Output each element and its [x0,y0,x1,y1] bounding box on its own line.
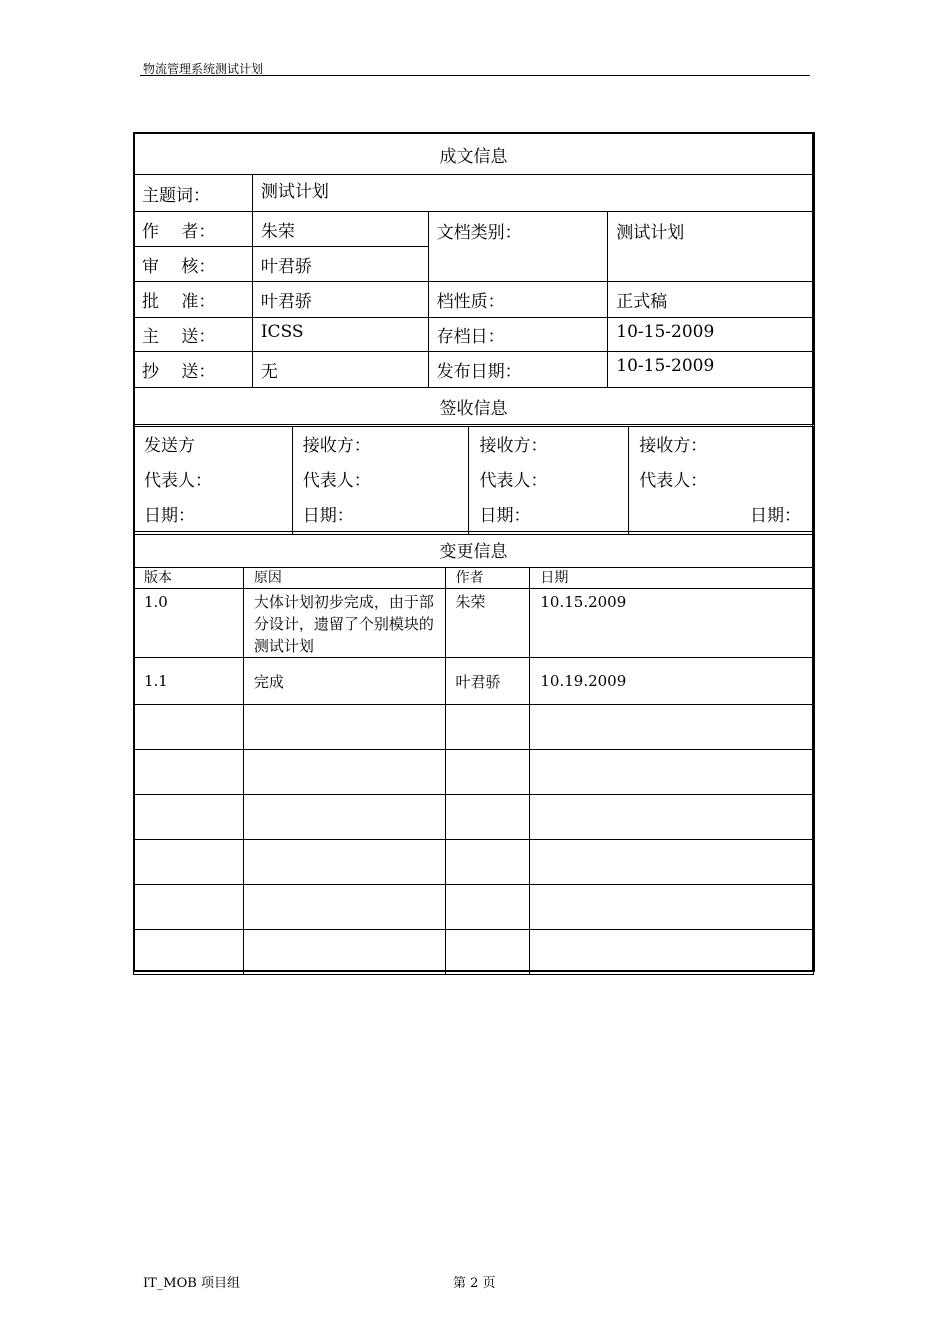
table-row-empty [134,795,814,840]
table-row-empty [134,885,814,930]
publish-label: 发布日期： [428,352,608,388]
author-value: 朱荣 [252,212,428,247]
receipt-column [629,427,814,535]
version-header: 版本 [134,568,244,589]
representative-label: 代表人： [302,471,371,491]
representative-label: 代表人： [144,471,212,491]
nature-value: 正式稿 [608,282,814,318]
receipt-info-table [133,426,814,535]
send-value: ICSS [252,318,428,352]
doc-info-title: 成文信息 [134,134,814,175]
table-row-empty [134,705,814,750]
send-label: 主 送： [134,318,253,352]
archive-date: 10-15-2009 [608,318,814,352]
reason-cell: 完成 [243,658,445,705]
subject-value: 测试计划 [252,175,813,212]
receipt-column [134,427,293,535]
date-label: 日期： [479,506,531,526]
change-info-table [133,531,814,975]
table-row [134,589,814,658]
cc-label: 抄 送： [134,352,253,388]
version-cell: 1.0 [134,589,244,658]
table-row-empty [134,750,814,795]
date-cell: 10.19.2009 [530,658,814,705]
header-title: 物流管理系统测试计划 [143,62,264,76]
receipt-info-title: 签收信息 [134,388,814,425]
header-rule [140,75,810,76]
sender-label: 发送方 [144,436,195,456]
footer-page-number: 第 2 页 [453,1276,496,1291]
author-label: 作 者： [134,212,253,247]
table-row-empty [134,930,814,975]
receipt-column [469,427,629,535]
reason-header: 原因 [243,568,445,589]
review-label: 审 核： [134,247,253,282]
footer-project: IT_MOB 项目组 [143,1276,240,1291]
nature-label: 档性质： [428,282,608,318]
doctype-value: 测试计划 [608,212,814,282]
archive-label: 存档日： [428,318,608,352]
subject-label: 主题词： [134,175,253,212]
doctype-label: 文档类别： [428,212,608,282]
representative-label: 代表人： [639,471,708,491]
date-label: 日期： [750,506,801,526]
publish-date: 10-15-2009 [608,352,814,388]
receiver-label: 接收方： [479,436,548,456]
reason-cell: 大体计划初步完成，由于部分设计，遗留了个别模块的测试计划 [243,589,445,658]
author-cell: 叶君骄 [445,658,530,705]
cc-value: 无 [252,352,428,388]
date-label: 日期： [302,506,354,526]
reviewer-value: 叶君骄 [252,247,428,282]
receipt-column [292,427,469,535]
table-row [134,658,814,705]
doc-info-table [133,133,814,425]
approver-value: 叶君骄 [252,282,428,318]
receiver-label: 接收方： [639,436,708,456]
author-header: 作者 [445,568,530,589]
version-cell: 1.1 [134,658,244,705]
receiver-label: 接收方： [302,436,371,456]
author-cell: 朱荣 [445,589,530,658]
table-row-empty [134,840,814,885]
date-header: 日期 [530,568,814,589]
representative-label: 代表人： [479,471,548,491]
change-info-title: 变更信息 [134,532,814,568]
date-label: 日期： [144,506,195,526]
date-cell: 10.15.2009 [530,589,814,658]
approve-label: 批 准： [134,282,253,318]
